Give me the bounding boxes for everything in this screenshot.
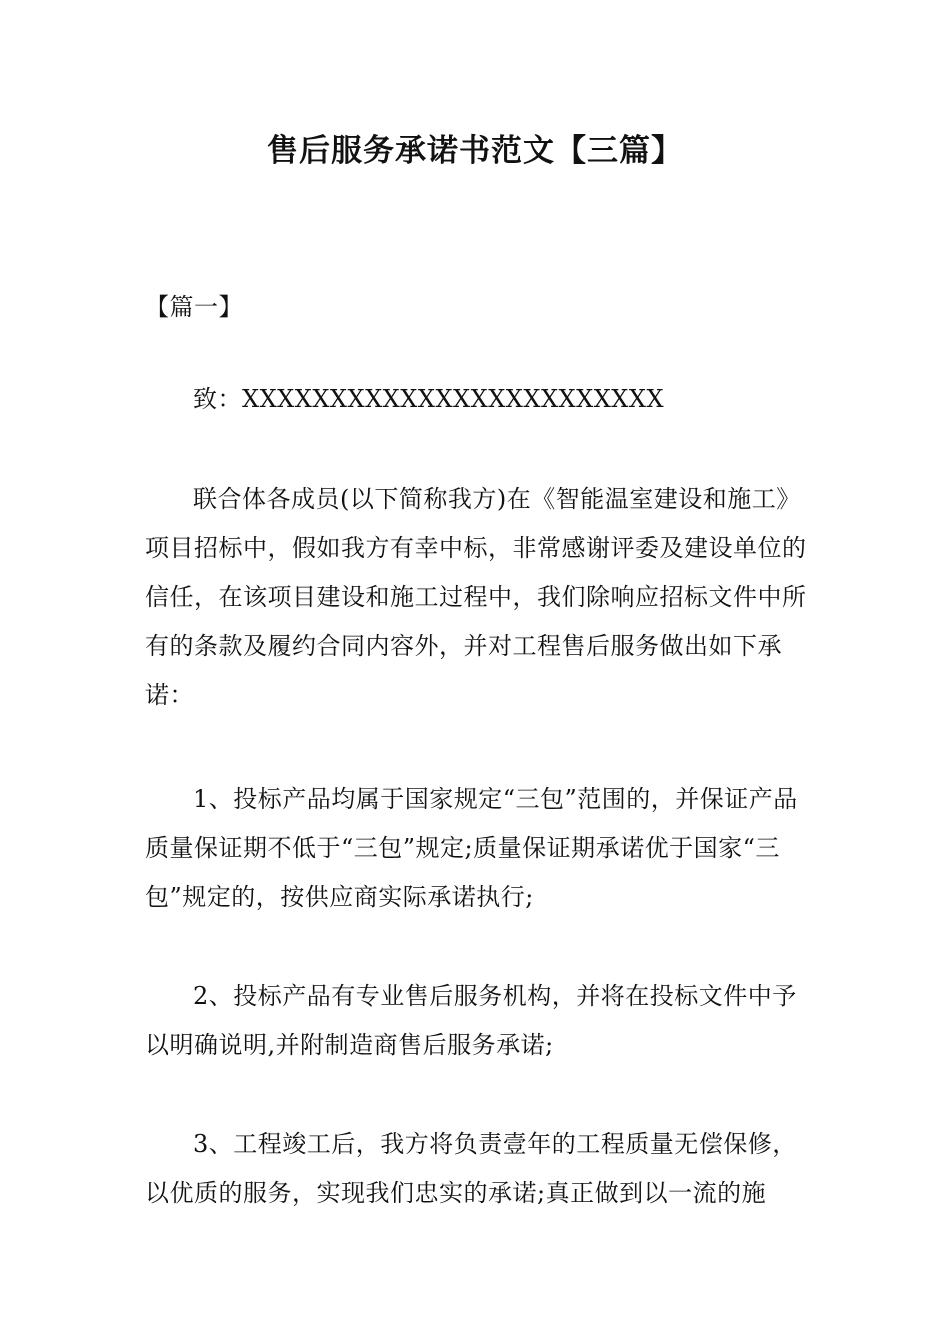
paragraph-intro: [145, 475, 815, 720]
paragraph-text: 3、工程竣工后，我方将负责壹年的工程质量无偿保修，以优质的服务，实现我们忠实的承诺;真正做到以一流的施: [145, 1130, 797, 1207]
commitment-item-1: [145, 775, 815, 922]
paragraph-text: 2、投标产品有专业售后服务机构，并将在投标文件中予以明确说明,并附制造商售后服务承诺;: [145, 982, 797, 1059]
addressee-line: 致：XXXXXXXXXXXXXXXXXXXXXXXX: [193, 385, 665, 413]
paragraph-text: 1、投标产品均属于国家规定“三包”范围的，并保证产品质量保证期不低于“三包”规定;质量保证期承诺优于国家“三包”规定的，按供应商实际承诺执行;: [145, 785, 798, 911]
commitment-item-3: [145, 1120, 815, 1218]
paragraph-text: 联合体各成员(以下简称我方)在《智能温室建设和施工》项目招标中，假如我方有幸中标，非常感谢评委及建设单位的信任，在该项目建设和施工过程中，我们除响应招标文件中所有的条款及履约合同内容外，并对工程售后服务做出如下承诺：: [145, 485, 807, 709]
commitment-item-2: [145, 972, 815, 1070]
section-heading: 【篇一】: [145, 293, 243, 321]
document-title: 售后服务承诺书范文【三篇】: [267, 133, 683, 169]
